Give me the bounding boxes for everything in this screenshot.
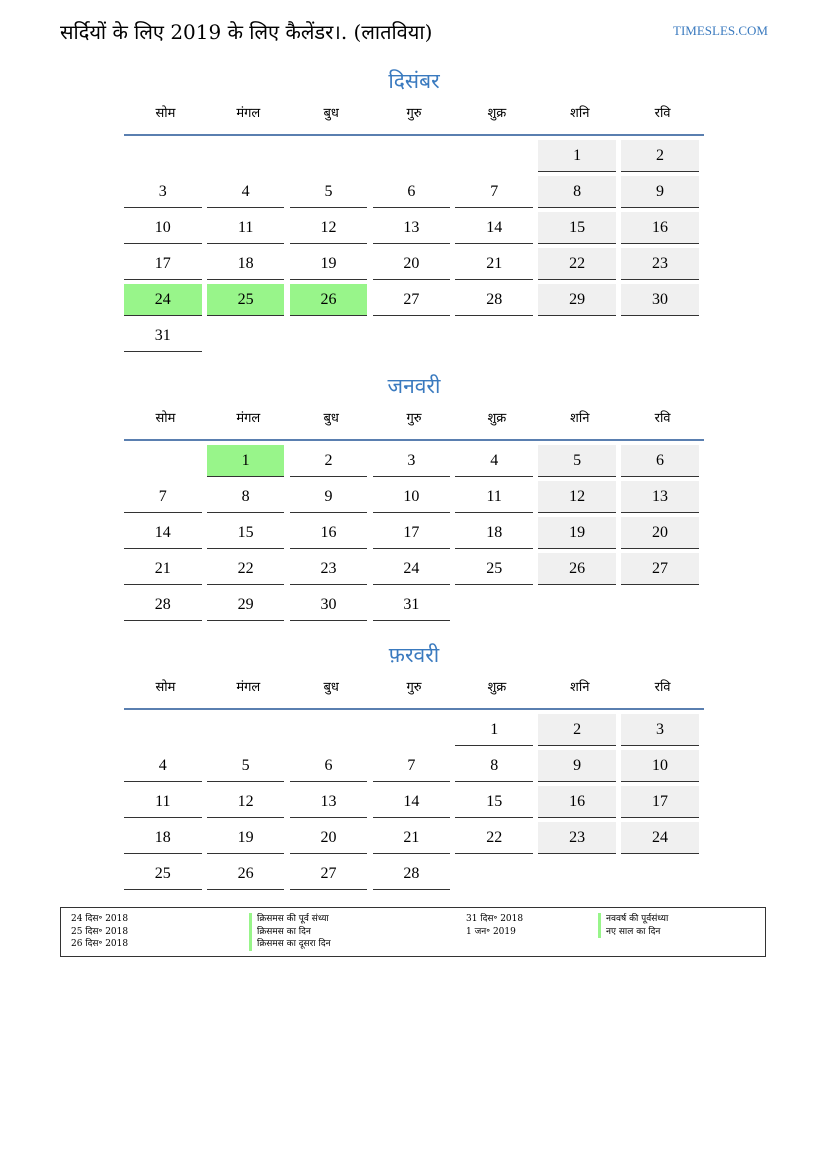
day-number: 6 xyxy=(324,757,333,774)
day-cell xyxy=(538,746,616,782)
day-number: 6 xyxy=(655,452,664,469)
day-cell xyxy=(621,818,699,854)
week-row xyxy=(124,441,704,477)
day-number: 10 xyxy=(154,219,171,236)
week-row xyxy=(124,513,704,549)
weekday-label: रवि xyxy=(654,680,671,695)
weekday-label: सोम xyxy=(155,680,176,695)
empty-cell xyxy=(207,136,285,172)
day-number: 25 xyxy=(237,291,254,308)
day-number: 8 xyxy=(241,488,250,505)
day-cell xyxy=(621,513,699,549)
day-cell xyxy=(124,280,202,316)
day-number: 3 xyxy=(158,183,167,200)
day-cell xyxy=(124,316,202,352)
day-cell xyxy=(290,172,368,208)
empty-cell xyxy=(455,854,533,890)
day-cell xyxy=(290,782,368,818)
day-number: 20 xyxy=(651,524,668,541)
day-cell xyxy=(207,854,285,890)
day-cell xyxy=(124,477,202,513)
day-number: 14 xyxy=(403,793,420,810)
day-number: 11 xyxy=(486,488,502,505)
day-number: 16 xyxy=(569,793,586,810)
day-number: 27 xyxy=(403,291,420,308)
day-cell xyxy=(124,172,202,208)
day-number: 19 xyxy=(569,524,586,541)
day-number: 24 xyxy=(651,829,668,846)
day-number: 16 xyxy=(320,524,337,541)
weekday-label: बुध xyxy=(323,411,339,426)
day-cell xyxy=(538,477,616,513)
day-cell xyxy=(538,549,616,585)
day-number: 1 xyxy=(241,452,250,469)
day-number: 13 xyxy=(320,793,337,810)
day-cell xyxy=(455,280,533,316)
day-cell xyxy=(290,244,368,280)
day-number: 24 xyxy=(154,291,171,308)
empty-cell xyxy=(124,136,202,172)
legend-holiday-name: क्रिसमस की पूर्व संध्या xyxy=(249,913,331,926)
day-number: 16 xyxy=(651,219,668,236)
day-number: 14 xyxy=(154,524,171,541)
day-cell xyxy=(538,782,616,818)
weekday-label: शनि xyxy=(570,680,590,695)
day-number: 4 xyxy=(158,757,167,774)
day-number: 26 xyxy=(569,560,586,577)
day-cell xyxy=(455,513,533,549)
day-number: 18 xyxy=(154,829,171,846)
day-number: 3 xyxy=(407,452,416,469)
day-cell xyxy=(124,244,202,280)
day-number: 29 xyxy=(569,291,586,308)
empty-cell xyxy=(538,316,616,352)
empty-cell xyxy=(207,316,285,352)
day-number: 7 xyxy=(490,183,499,200)
day-number: 19 xyxy=(320,255,337,272)
day-number: 12 xyxy=(320,219,337,236)
day-cell xyxy=(290,746,368,782)
day-cell xyxy=(124,854,202,890)
weekday-header-row xyxy=(124,407,704,431)
day-cell xyxy=(124,585,202,621)
day-number: 11 xyxy=(155,793,171,810)
day-number: 8 xyxy=(490,757,499,774)
day-number: 8 xyxy=(573,183,582,200)
day-number: 21 xyxy=(403,829,420,846)
weekday-label: गुरु xyxy=(406,411,422,426)
day-number: 13 xyxy=(403,219,420,236)
weekday-label: शनि xyxy=(570,106,590,121)
day-cell xyxy=(124,818,202,854)
empty-cell xyxy=(455,136,533,172)
day-cell xyxy=(621,172,699,208)
day-number: 20 xyxy=(403,255,420,272)
week-row xyxy=(124,585,704,621)
legend-holiday-name: क्रिसमस का दिन xyxy=(249,926,331,939)
week-row xyxy=(124,782,704,818)
day-number: 17 xyxy=(154,255,171,272)
empty-cell xyxy=(455,316,533,352)
day-cell xyxy=(538,172,616,208)
legend-date: 25 दिस॰ 2018 xyxy=(71,926,129,937)
day-cell xyxy=(124,208,202,244)
legend-holiday-name: नववर्ष की पूर्वसंध्या xyxy=(598,913,668,926)
weekday-label: बुध xyxy=(323,680,339,695)
week-row xyxy=(124,746,704,782)
brand-link[interactable]: TIMESLES.COM xyxy=(673,23,768,38)
day-number: 30 xyxy=(320,596,337,613)
day-cell xyxy=(455,244,533,280)
day-cell xyxy=(207,513,285,549)
week-row xyxy=(124,854,704,890)
day-cell xyxy=(373,244,451,280)
weekday-label: रवि xyxy=(654,106,671,121)
day-number: 1 xyxy=(490,721,499,738)
day-cell xyxy=(290,549,368,585)
month-title: जनवरी xyxy=(387,374,441,398)
day-cell xyxy=(455,441,533,477)
day-number: 27 xyxy=(651,560,668,577)
day-number: 26 xyxy=(237,865,254,882)
day-cell xyxy=(621,441,699,477)
day-cell xyxy=(124,513,202,549)
day-cell xyxy=(455,549,533,585)
day-number: 15 xyxy=(569,219,586,236)
day-cell xyxy=(538,441,616,477)
day-cell xyxy=(455,477,533,513)
day-cell xyxy=(455,208,533,244)
day-number: 5 xyxy=(324,183,333,200)
day-number: 9 xyxy=(324,488,333,505)
legend-date: 31 दिस॰ 2018 xyxy=(466,914,524,924)
day-number: 3 xyxy=(655,721,664,738)
day-number: 4 xyxy=(490,452,499,469)
day-cell xyxy=(373,585,451,621)
day-cell xyxy=(207,782,285,818)
day-cell xyxy=(455,710,533,746)
day-cell xyxy=(455,782,533,818)
day-cell xyxy=(538,818,616,854)
day-cell xyxy=(124,746,202,782)
day-number: 31 xyxy=(403,596,420,613)
day-number: 22 xyxy=(237,560,254,577)
empty-cell xyxy=(621,585,699,621)
day-number: 4 xyxy=(241,183,250,200)
day-cell xyxy=(373,280,451,316)
day-cell xyxy=(290,585,368,621)
day-number: 19 xyxy=(237,829,254,846)
day-cell xyxy=(538,513,616,549)
day-cell xyxy=(373,208,451,244)
day-cell xyxy=(621,477,699,513)
empty-cell xyxy=(290,136,368,172)
day-number: 15 xyxy=(486,793,503,810)
day-cell xyxy=(373,172,451,208)
week-row xyxy=(124,710,704,746)
week-row xyxy=(124,477,704,513)
day-number: 21 xyxy=(486,255,503,272)
empty-cell xyxy=(621,316,699,352)
day-cell xyxy=(621,244,699,280)
day-number: 28 xyxy=(403,865,420,882)
day-cell xyxy=(538,280,616,316)
day-cell xyxy=(207,208,285,244)
page-header xyxy=(60,18,768,48)
month-title: दिसंबर xyxy=(388,69,440,93)
day-number: 10 xyxy=(403,488,420,505)
week-row xyxy=(124,172,704,208)
day-number: 25 xyxy=(154,865,171,882)
day-cell xyxy=(207,549,285,585)
legend-date: 24 दिस॰ 2018 xyxy=(71,914,129,924)
week-row xyxy=(124,549,704,585)
day-cell xyxy=(621,782,699,818)
day-cell xyxy=(538,136,616,172)
day-cell xyxy=(124,782,202,818)
weekday-label: शनि xyxy=(570,411,590,426)
day-number: 21 xyxy=(154,560,171,577)
day-number: 23 xyxy=(569,829,586,846)
weekday-label: रवि xyxy=(654,411,671,426)
day-number: 1 xyxy=(573,147,582,164)
empty-cell xyxy=(373,316,451,352)
day-cell xyxy=(290,477,368,513)
day-cell xyxy=(207,477,285,513)
weekday-label: मंगल xyxy=(236,106,261,121)
empty-cell xyxy=(124,710,202,746)
day-cell xyxy=(373,549,451,585)
day-number: 18 xyxy=(237,255,254,272)
weekday-label: सोम xyxy=(155,106,176,121)
day-number: 10 xyxy=(651,757,668,774)
day-number: 15 xyxy=(237,524,254,541)
day-cell xyxy=(455,818,533,854)
empty-cell xyxy=(538,585,616,621)
day-cell xyxy=(621,710,699,746)
day-cell xyxy=(124,549,202,585)
month-block-january xyxy=(124,371,704,621)
day-number: 12 xyxy=(237,793,254,810)
empty-cell xyxy=(455,585,533,621)
day-number: 5 xyxy=(241,757,250,774)
day-cell xyxy=(207,280,285,316)
week-row xyxy=(124,316,704,352)
weekday-label: शुक्र xyxy=(487,106,507,121)
day-number: 29 xyxy=(237,596,254,613)
day-cell xyxy=(207,441,285,477)
day-number: 20 xyxy=(320,829,337,846)
day-number: 17 xyxy=(403,524,420,541)
day-cell xyxy=(207,746,285,782)
day-number: 17 xyxy=(651,793,668,810)
empty-cell xyxy=(290,316,368,352)
day-number: 9 xyxy=(655,183,664,200)
day-cell xyxy=(290,280,368,316)
day-cell xyxy=(373,441,451,477)
day-number: 13 xyxy=(651,488,668,505)
empty-cell xyxy=(373,136,451,172)
day-number: 18 xyxy=(486,524,503,541)
day-cell xyxy=(538,710,616,746)
day-number: 12 xyxy=(569,488,586,505)
day-cell xyxy=(290,441,368,477)
day-cell xyxy=(621,746,699,782)
day-number: 28 xyxy=(154,596,171,613)
day-number: 28 xyxy=(486,291,503,308)
day-number: 23 xyxy=(320,560,337,577)
day-number: 11 xyxy=(237,219,254,236)
day-cell xyxy=(455,172,533,208)
legend-names-left xyxy=(249,913,331,951)
day-cell xyxy=(621,208,699,244)
day-number: 7 xyxy=(158,488,167,505)
day-number: 27 xyxy=(320,865,337,882)
weekday-label: शुक्र xyxy=(487,680,507,695)
day-number: 30 xyxy=(651,291,668,308)
day-cell xyxy=(290,818,368,854)
weekday-label: मंगल xyxy=(236,411,261,426)
day-number: 9 xyxy=(573,757,582,774)
month-title: फ़रवरी xyxy=(388,643,440,667)
empty-cell xyxy=(124,441,202,477)
day-number: 31 xyxy=(154,327,171,344)
day-cell xyxy=(373,782,451,818)
day-number: 24 xyxy=(403,560,420,577)
day-cell xyxy=(373,477,451,513)
day-number: 2 xyxy=(324,452,333,469)
day-cell xyxy=(207,818,285,854)
weekday-label: सोम xyxy=(155,411,176,426)
legend-dates-left xyxy=(71,913,128,951)
empty-cell xyxy=(290,710,368,746)
day-cell xyxy=(621,136,699,172)
empty-cell xyxy=(621,854,699,890)
weekday-label: शुक्र xyxy=(487,411,507,426)
week-row xyxy=(124,244,704,280)
empty-cell xyxy=(207,710,285,746)
day-cell xyxy=(207,244,285,280)
day-cell xyxy=(290,208,368,244)
legend-names-right xyxy=(598,913,668,938)
day-number: 5 xyxy=(573,452,582,469)
weekday-label: गुरु xyxy=(406,106,422,121)
week-row xyxy=(124,818,704,854)
day-cell xyxy=(373,818,451,854)
empty-cell xyxy=(538,854,616,890)
legend-date: 1 जन॰ 2019 xyxy=(466,926,516,937)
day-number: 6 xyxy=(407,183,416,200)
day-number: 22 xyxy=(569,255,586,272)
week-row xyxy=(124,280,704,316)
day-cell xyxy=(621,280,699,316)
day-number: 22 xyxy=(486,829,503,846)
week-row xyxy=(124,136,704,172)
legend-holiday-name: नए साल का दिन xyxy=(598,926,668,939)
holiday-legend xyxy=(60,907,766,957)
empty-cell xyxy=(373,710,451,746)
day-number: 26 xyxy=(320,291,337,308)
weekday-label: गुरु xyxy=(406,680,422,695)
day-number: 14 xyxy=(486,219,503,236)
day-cell xyxy=(455,746,533,782)
day-number: 23 xyxy=(651,255,668,272)
day-cell xyxy=(290,854,368,890)
day-number: 2 xyxy=(655,147,664,164)
day-number: 7 xyxy=(407,757,416,774)
day-number: 25 xyxy=(486,560,503,577)
day-cell xyxy=(290,513,368,549)
day-cell xyxy=(373,854,451,890)
weekday-label: मंगल xyxy=(236,680,261,695)
day-cell xyxy=(207,585,285,621)
day-cell xyxy=(538,244,616,280)
weekday-header-row xyxy=(124,102,704,126)
weekday-header-row xyxy=(124,676,704,700)
day-number: 2 xyxy=(573,721,582,738)
legend-holiday-name: क्रिसमस का दूसरा दिन xyxy=(249,938,331,951)
week-row xyxy=(124,208,704,244)
page-title: सर्दियों के लिए 2019 के लिए कैलेंडर।. (लातविया) xyxy=(60,20,433,44)
legend-dates-right xyxy=(466,913,523,938)
legend-date: 26 दिस॰ 2018 xyxy=(71,939,129,949)
day-cell xyxy=(538,208,616,244)
month-block-february xyxy=(124,640,704,890)
day-cell xyxy=(207,172,285,208)
weekday-label: बुध xyxy=(323,106,339,121)
day-cell xyxy=(373,746,451,782)
day-cell xyxy=(373,513,451,549)
month-block-december xyxy=(124,66,704,352)
day-cell xyxy=(621,549,699,585)
